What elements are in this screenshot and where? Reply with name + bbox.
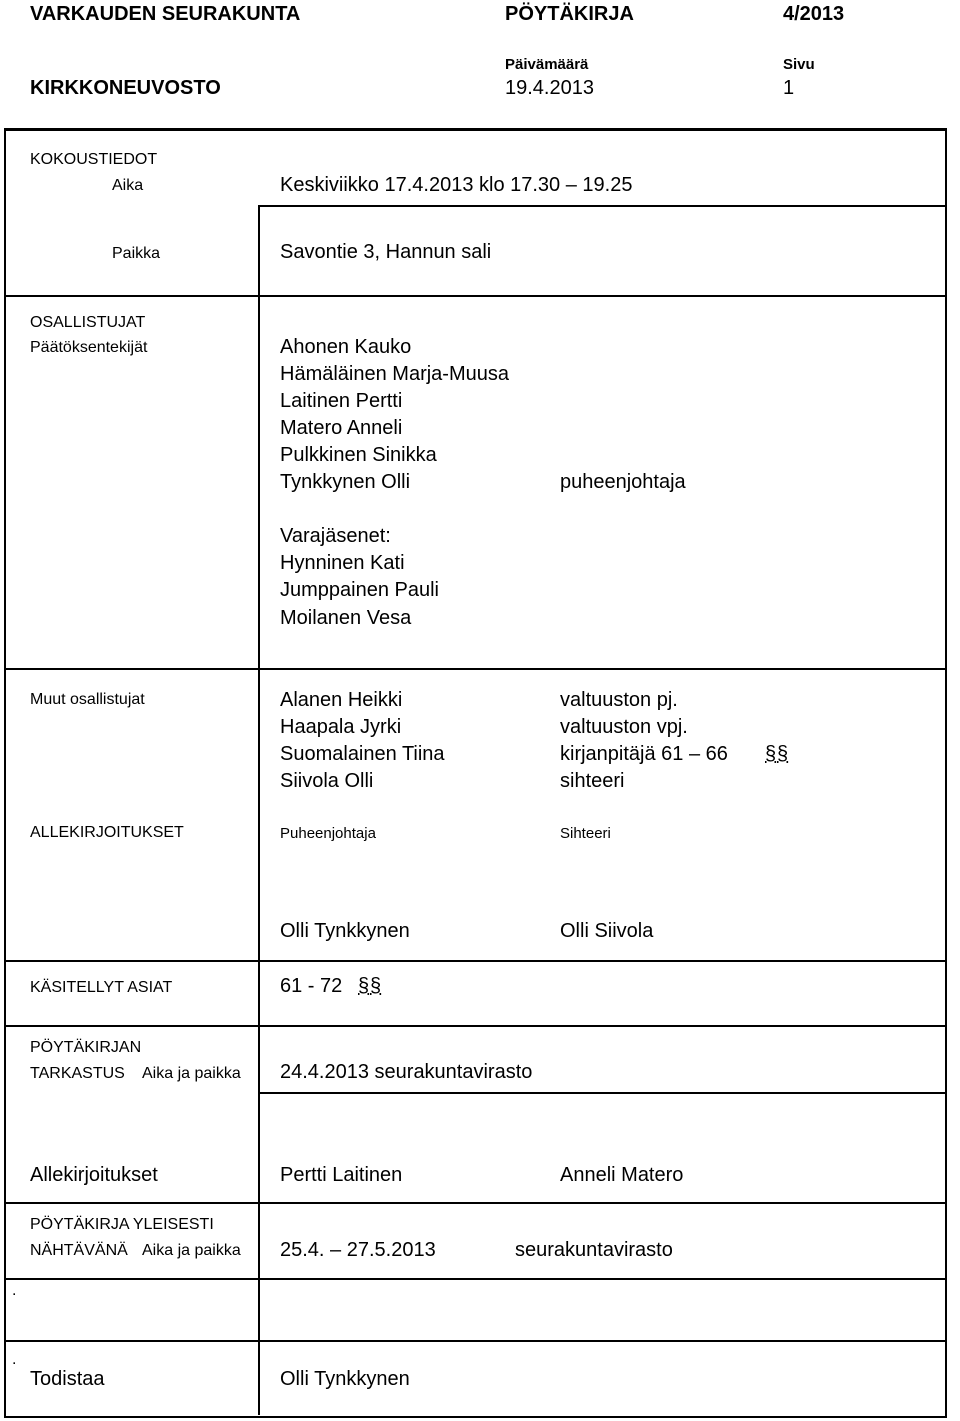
- other-participant-role: valtuuston pj.: [560, 689, 678, 711]
- decision-makers-label: Päätöksentekijät: [30, 339, 148, 356]
- reviewer-name: Pertti Laitinen: [280, 1164, 403, 1186]
- other-participant-role: sihteeri: [560, 770, 625, 792]
- time-label: Aika: [112, 177, 144, 194]
- other-participants-label: Muut osallistujat: [30, 691, 145, 708]
- public-place: seurakuntavirasto: [515, 1239, 673, 1261]
- certifier-name: Olli Tynkkynen: [280, 1368, 410, 1390]
- member-name: Tynkkynen Olli: [280, 471, 411, 493]
- certify-label: Todistaa: [30, 1368, 105, 1390]
- document-number: 4/2013: [783, 3, 845, 25]
- other-participant-name: Suomalainen Tiina: [280, 743, 445, 765]
- governing-body: KIRKKONEUVOSTO: [30, 77, 221, 99]
- frame-left-line: [4, 128, 6, 1418]
- meeting-time: Keskiviikko 17.4.2013 klo 17.30 – 19.25: [280, 174, 633, 196]
- row-separator: [4, 960, 947, 962]
- deputy-name: Moilanen Vesa: [280, 607, 412, 629]
- stray-dot: .: [12, 1282, 17, 1299]
- row-separator: [4, 1278, 947, 1280]
- chair-name: Olli Tynkkynen: [280, 920, 410, 942]
- deputy-name: Jumppainen Pauli: [280, 579, 439, 601]
- section-symbol: §: [777, 743, 789, 765]
- review-value: 24.4.2013 seurakuntavirasto: [280, 1061, 533, 1083]
- other-participant-name: Alanen Heikki: [280, 689, 403, 711]
- page-label: Sivu: [783, 56, 815, 73]
- reviewer-name: Anneli Matero: [560, 1164, 684, 1186]
- deputy-name: Hynninen Kati: [280, 552, 405, 574]
- row-separator: [4, 668, 947, 670]
- review-label-line2b: Aika ja paikka: [142, 1065, 241, 1082]
- section-symbol: §: [370, 975, 382, 997]
- chair-signature-label: Puheenjohtaja: [280, 825, 376, 842]
- row-separator: [258, 205, 947, 207]
- public-label-line2a: NÄHTÄVÄNÄ: [30, 1242, 128, 1259]
- organization-name: VARKAUDEN SEURAKUNTA: [30, 3, 301, 25]
- row-separator: [258, 1092, 947, 1094]
- public-dates: 25.4. – 27.5.2013: [280, 1239, 436, 1261]
- review-label-line2a: TARKASTUS: [30, 1065, 125, 1082]
- row-separator: [4, 295, 947, 297]
- member-name: Laitinen Pertti: [280, 390, 403, 412]
- public-label-line2b: Aika ja paikka: [142, 1242, 241, 1259]
- document-date: 19.4.2013: [505, 77, 594, 99]
- member-name: Ahonen Kauko: [280, 336, 412, 358]
- items-value: 61 - 72: [280, 975, 343, 997]
- date-label: Päivämäärä: [505, 56, 589, 73]
- document-type: PÖYTÄKIRJA: [505, 3, 634, 25]
- member-name: Pulkkinen Sinikka: [280, 444, 437, 466]
- row-separator: [4, 1025, 947, 1027]
- frame-right-line: [945, 128, 947, 1418]
- place-label: Paikka: [112, 245, 161, 262]
- member-name: Hämäläinen Marja-Muusa: [280, 363, 509, 385]
- row-separator: [4, 1202, 947, 1204]
- other-participant-role: kirjanpitäjä 61 – 66: [560, 743, 728, 765]
- deputies-label: Varajäsenet:: [280, 525, 391, 547]
- frame-bottom-line: [4, 1416, 947, 1418]
- public-label-line1: PÖYTÄKIRJA YLEISESTI: [30, 1216, 214, 1233]
- frame-top-line: [4, 128, 947, 131]
- stray-dot: .: [12, 1351, 17, 1368]
- row-separator: [4, 1340, 947, 1342]
- review-signatures-label: Allekirjoitukset: [30, 1164, 158, 1186]
- other-participant-name: Haapala Jyrki: [280, 716, 402, 738]
- meeting-place: Savontie 3, Hannun sali: [280, 241, 492, 263]
- other-participant-name: Siivola Olli: [280, 770, 374, 792]
- member-name: Matero Anneli: [280, 417, 403, 439]
- items-label: KÄSITELLYT ASIAT: [30, 979, 173, 996]
- secretary-signature-label: Sihteeri: [560, 825, 611, 842]
- participants-section-label: OSALLISTUJAT: [30, 314, 146, 331]
- page-number: 1: [783, 77, 795, 99]
- other-participant-role: valtuuston vpj.: [560, 716, 688, 738]
- section-symbol: §: [765, 743, 777, 765]
- meeting-section-label: KOKOUSTIEDOT: [30, 151, 158, 168]
- secretary-name: Olli Siivola: [560, 920, 654, 942]
- section-symbol: §: [358, 975, 370, 997]
- chair-role: puheenjohtaja: [560, 471, 686, 493]
- review-label-line1: PÖYTÄKIRJAN: [30, 1039, 142, 1056]
- column-divider: [258, 205, 260, 1415]
- signatures-label: ALLEKIRJOITUKSET: [30, 824, 184, 841]
